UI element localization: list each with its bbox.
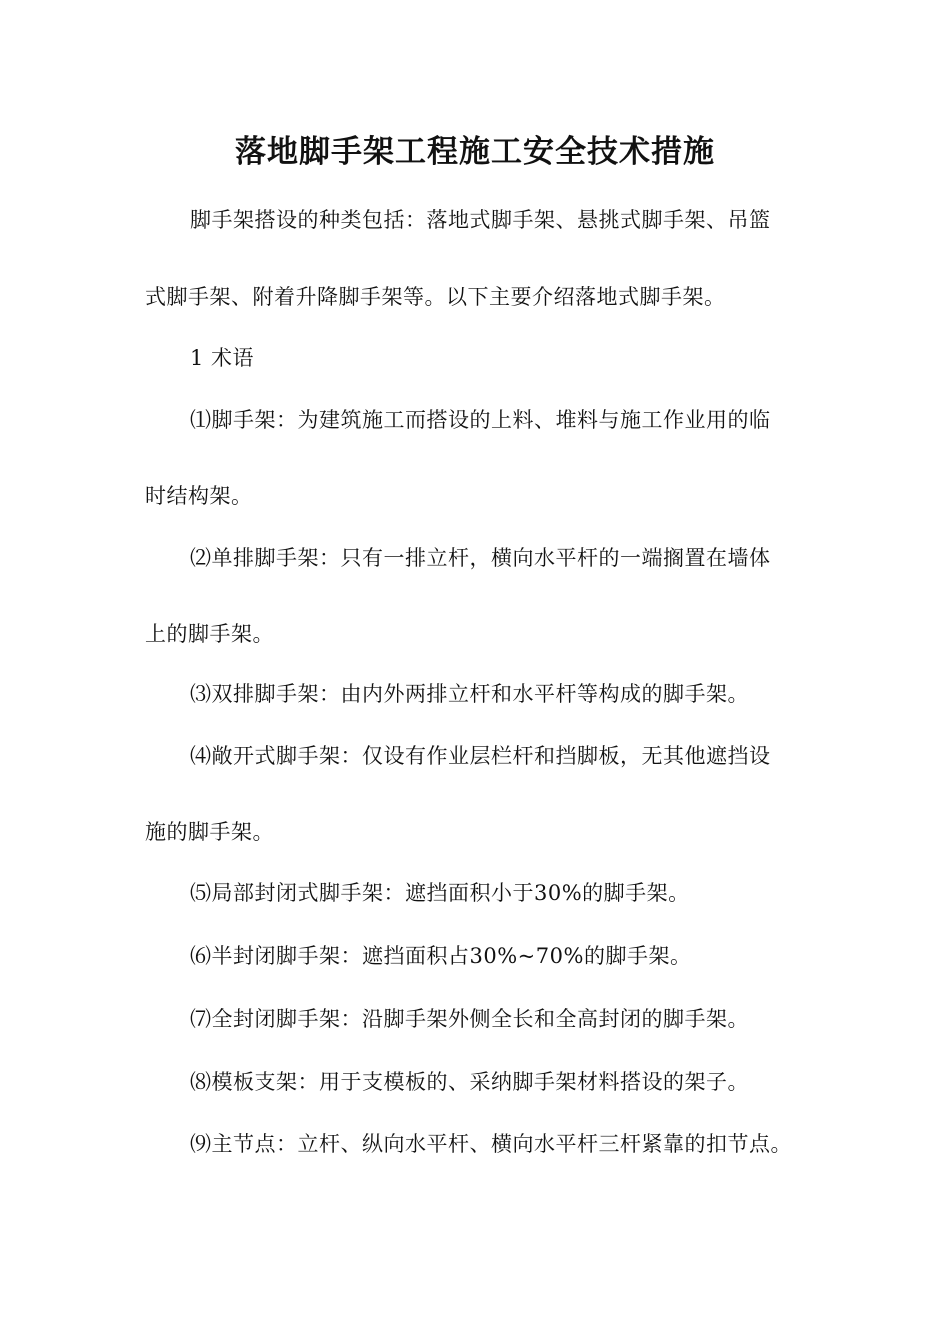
term-5-line-1: ⑸局部封闭式脚手架：遮挡面积小于30%的脚手架。 [190,881,690,905]
term-7-line-1: ⑺全封闭脚手架：沿脚手架外侧全长和全高封闭的脚手架。 [190,1007,749,1031]
term-8-line-1: ⑻模板支架：用于支模板的、采纳脚手架材料搭设的架子。 [190,1070,749,1094]
intro-line-2: 式脚手架、附着升降脚手架等。以下主要介绍落地式脚手架。 [145,285,726,309]
intro-line-1: 脚手架搭设的种类包括：落地式脚手架、悬挑式脚手架、吊篮 [190,208,771,232]
term-2-line-2: 上的脚手架。 [145,622,274,646]
term-6-line-1: ⑹半封闭脚手架：遮挡面积占30%~70%的脚手架。 [190,944,692,968]
term-9-line-1: ⑼主节点：立杆、纵向水平杆、横向水平杆三杆紧靠的扣节点。 [190,1132,792,1156]
term-1-line-2: 时结构架。 [145,484,253,508]
term-4-line-1: ⑷敞开式脚手架：仅设有作业层栏杆和挡脚板，无其他遮挡设 [190,744,771,768]
section-heading: 1 术语 [190,346,255,370]
term-2-line-1: ⑵单排脚手架：只有一排立杆，横向水平杆的一端搁置在墙体 [190,546,771,570]
term-3-line-1: ⑶双排脚手架：由内外两排立杆和水平杆等构成的脚手架。 [190,682,749,706]
document-title: 落地脚手架工程施工安全技术措施 [235,134,715,170]
term-1-line-1: ⑴脚手架：为建筑施工而搭设的上料、堆料与施工作业用的临 [190,408,771,432]
term-4-line-2: 施的脚手架。 [145,820,274,844]
